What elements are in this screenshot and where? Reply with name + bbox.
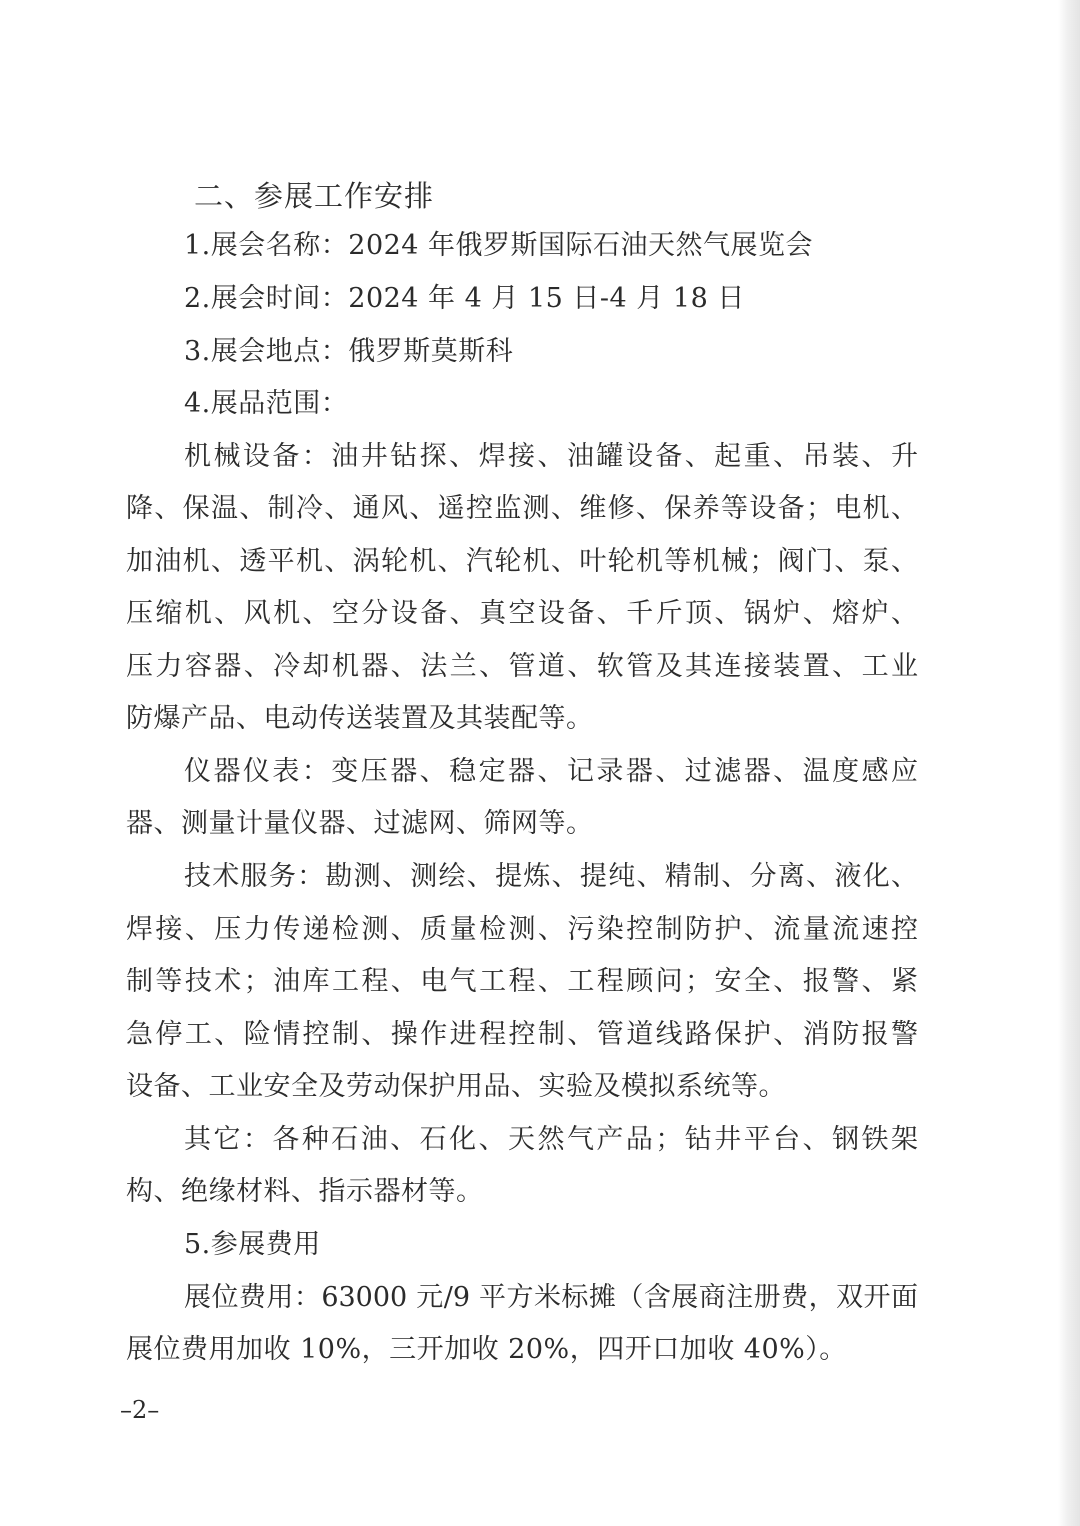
scope-machinery-line: 降、保温、制冷、通风、遥控监测、维修、保养等设备；电机、 — [126, 493, 918, 524]
page-number: –2– — [120, 1396, 160, 1424]
item-fee-title: 5.参展费用 — [184, 1229, 321, 1260]
scope-other-line: 构、绝缘材料、指示器材等。 — [126, 1176, 484, 1207]
scope-other-line: 其它：各种石油、石化、天然气产品；钻井平台、钢铁架 — [184, 1124, 918, 1155]
scope-machinery-line: 压缩机、风机、空分设备、真空设备、千斤顶、锅炉、熔炉、 — [126, 598, 918, 629]
scan-edge-shadow — [1058, 0, 1080, 1526]
fee-line: 展位费用加收 10%，三开加收 20%，四开口加收 40%）。 — [126, 1334, 847, 1365]
scope-instruments-line: 仪器仪表：变压器、稳定器、记录器、过滤器、温度感应 — [184, 756, 918, 787]
item-exhibition-name: 1.展会名称：2024 年俄罗斯国际石油天然气展览会 — [184, 230, 814, 261]
scope-services-line: 急停工、险情控制、操作进程控制、管道线路保护、消防报警 — [126, 1019, 918, 1050]
scope-services-line: 焊接、压力传递检测、质量检测、污染控制防护、流量流速控 — [126, 914, 918, 945]
scope-services-line: 制等技术；油库工程、电气工程、工程顾问；安全、报警、紧 — [126, 966, 918, 997]
scope-services-line: 技术服务：勘测、测绘、提炼、提纯、精制、分离、液化、 — [184, 861, 918, 892]
item-exhibition-time: 2.展会时间：2024 年 4 月 15 日-4 月 18 日 — [184, 283, 745, 314]
scope-machinery-line: 加油机、透平机、涡轮机、汽轮机、叶轮机等机械；阀门、泵、 — [126, 546, 918, 577]
item-scope-title: 4.展品范围： — [184, 388, 349, 419]
scope-machinery-line: 机械设备：油井钻探、焊接、油罐设备、起重、吊装、升 — [184, 441, 918, 472]
scope-instruments-line: 器、测量计量仪器、过滤网、筛网等。 — [126, 808, 594, 839]
scope-machinery-line: 防爆产品、电动传送装置及其装配等。 — [126, 703, 594, 734]
scope-services-line: 设备、工业安全及劳动保护用品、实验及模拟系统等。 — [126, 1071, 786, 1102]
section-heading: 二、参展工作安排 — [194, 179, 435, 213]
item-exhibition-location: 3.展会地点：俄罗斯莫斯科 — [184, 336, 514, 367]
scope-machinery-line: 压力容器、冷却机器、法兰、管道、软管及其连接装置、工业 — [126, 651, 918, 682]
fee-line: 展位费用：63000 元/9 平方米标摊（含展商注册费，双开面 — [184, 1282, 918, 1313]
